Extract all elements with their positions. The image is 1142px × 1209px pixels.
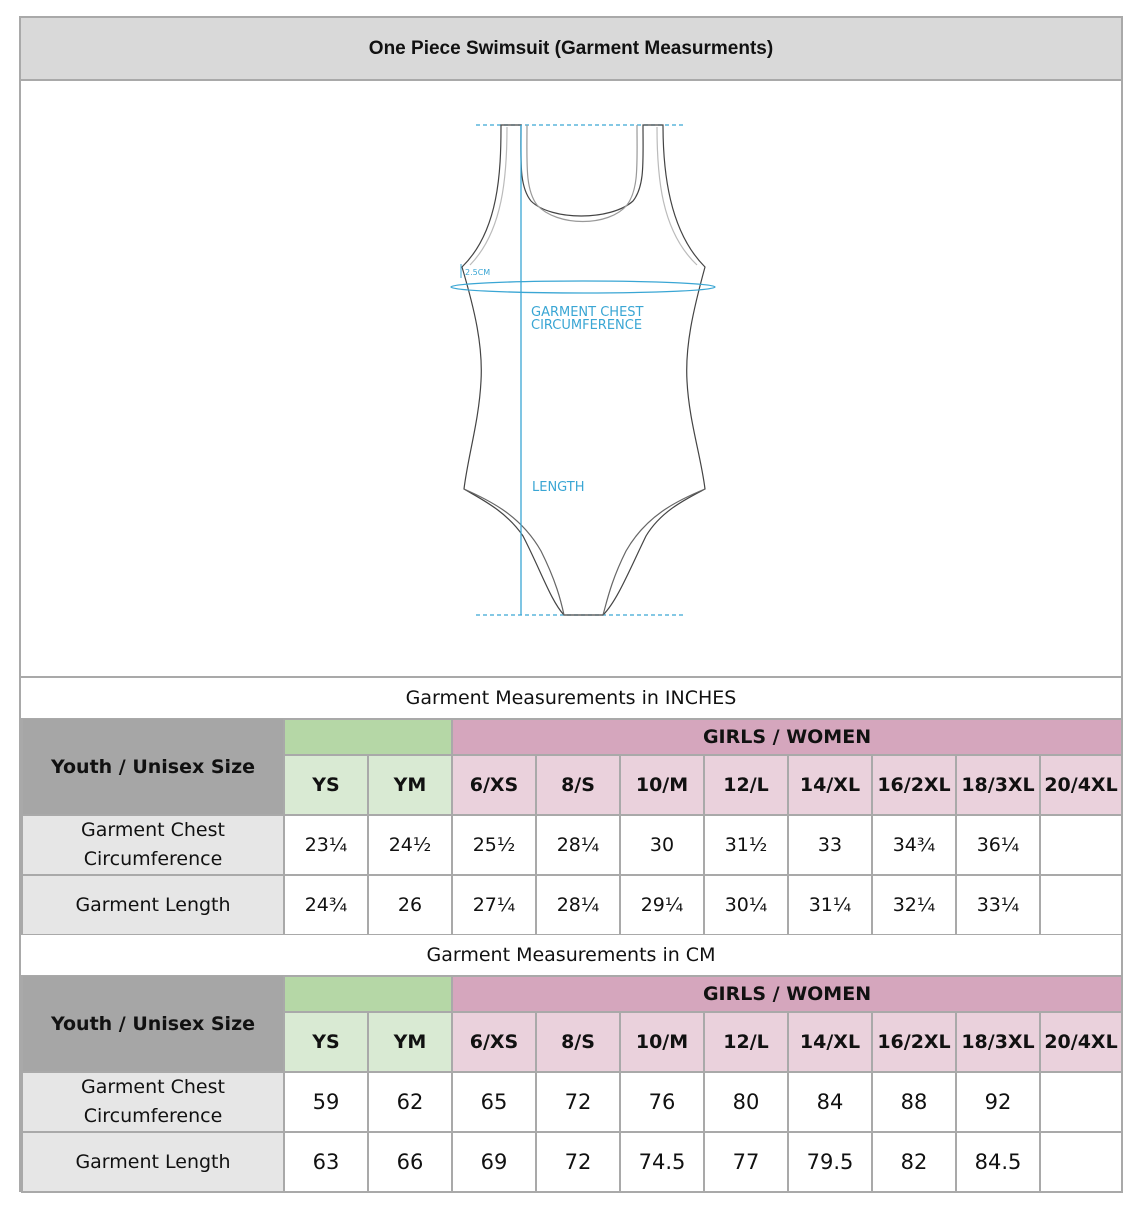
size-col-header: 16/2XL <box>872 1012 956 1072</box>
size-col-header: 8/S <box>536 1012 620 1072</box>
table-cell <box>1040 1132 1122 1192</box>
row-label-line: Garment Length <box>75 1150 231 1173</box>
table-cell <box>1040 1072 1122 1132</box>
table-cell: 76 <box>620 1072 704 1132</box>
chest-label-line1: GARMENT CHEST <box>531 305 644 320</box>
table-cell: 28¼ <box>536 875 620 935</box>
swimsuit-illustration <box>21 81 1121 676</box>
table-cell: 74.5 <box>620 1132 704 1192</box>
table-cell: 23¼ <box>284 815 368 875</box>
table-cell: 62 <box>368 1072 452 1132</box>
table-row <box>22 815 1122 875</box>
table-cell: 59 <box>284 1072 368 1132</box>
size-col-header: 12/L <box>704 755 788 815</box>
inches-table <box>21 718 1123 936</box>
table-cell: 31¼ <box>788 875 872 935</box>
table-cell: 79.5 <box>788 1132 872 1192</box>
swimsuit-diagram <box>21 81 1121 678</box>
table-cell: 32¼ <box>872 875 956 935</box>
table-cell: 72 <box>536 1072 620 1132</box>
table-cell: 29¼ <box>620 875 704 935</box>
size-col-header: 10/M <box>620 755 704 815</box>
row-label-line: Circumference <box>83 1105 223 1127</box>
swimsuit-outline <box>462 125 705 615</box>
size-col-header: 20/4XL <box>1040 1012 1122 1072</box>
table-cell: 24½ <box>368 815 452 875</box>
chest-ellipse <box>451 281 715 293</box>
table-cell: 77 <box>704 1132 788 1192</box>
chest-label-line2: CIRCUMFERENCE <box>531 318 643 333</box>
row-label-line: Garment Chest <box>81 1076 225 1098</box>
table-cell: 26 <box>368 875 452 935</box>
size-col-header: 16/2XL <box>872 755 956 815</box>
size-col-header: YS <box>284 755 368 815</box>
table-cell: 63 <box>284 1132 368 1192</box>
table-cell: 72 <box>536 1132 620 1192</box>
table-cell: 31½ <box>704 815 788 875</box>
row-label-line: Garment Chest <box>81 819 225 841</box>
size-col-header: 18/3XL <box>956 1012 1040 1072</box>
table-cell: 28¼ <box>536 815 620 875</box>
table-cell: 30 <box>620 815 704 875</box>
size-col-header: 14/XL <box>788 755 872 815</box>
size-chart <box>19 16 1123 1192</box>
table-cell: 66 <box>368 1132 452 1192</box>
size-col-header: 8/S <box>536 755 620 815</box>
table-cell: 84 <box>788 1072 872 1132</box>
youth-group-header <box>284 719 452 755</box>
row-label <box>22 1132 284 1192</box>
row-label <box>22 815 284 875</box>
table-cell: 65 <box>452 1072 536 1132</box>
table-row <box>22 1132 1122 1192</box>
cm-table <box>21 975 1123 1193</box>
cm-section-title: Garment Measurements in CM <box>21 935 1121 977</box>
table-row <box>22 1072 1122 1132</box>
table-cell: 36¼ <box>956 815 1040 875</box>
table-cell <box>1040 875 1122 935</box>
table-cell: 33 <box>788 815 872 875</box>
row-label-line: Garment Length <box>75 893 231 916</box>
girls-women-header: GIRLS / WOMEN <box>452 719 1122 755</box>
table-cell: 24¾ <box>284 875 368 935</box>
table-cell: 92 <box>956 1072 1040 1132</box>
size-col-header: YM <box>368 1012 452 1072</box>
table-cell: 30¼ <box>704 875 788 935</box>
chart-title: One Piece Swimsuit (Garment Measurments) <box>21 18 1121 81</box>
table-cell: 25½ <box>452 815 536 875</box>
table-cell: 84.5 <box>956 1132 1040 1192</box>
table-cell: 33¼ <box>956 875 1040 935</box>
size-col-header: 18/3XL <box>956 755 1040 815</box>
inches-section-title: Garment Measurements in INCHES <box>21 678 1121 720</box>
offset-label: 2.5CM <box>465 268 491 277</box>
size-col-header: 6/XS <box>452 755 536 815</box>
size-header: Youth / Unisex Size <box>22 719 284 815</box>
row-label <box>22 1072 284 1132</box>
size-col-header: 6/XS <box>452 1012 536 1072</box>
length-label: LENGTH <box>532 480 585 495</box>
table-cell: 82 <box>872 1132 956 1192</box>
table-cell: 88 <box>872 1072 956 1132</box>
table-cell: 80 <box>704 1072 788 1132</box>
size-header: Youth / Unisex Size <box>22 976 284 1072</box>
table-cell: 27¼ <box>452 875 536 935</box>
table-cell <box>1040 815 1122 875</box>
table-cell: 69 <box>452 1132 536 1192</box>
size-col-header: YS <box>284 1012 368 1072</box>
row-label <box>22 875 284 935</box>
size-col-header: 20/4XL <box>1040 755 1122 815</box>
size-col-header: 12/L <box>704 1012 788 1072</box>
girls-women-header: GIRLS / WOMEN <box>452 976 1122 1012</box>
youth-group-header <box>284 976 452 1012</box>
row-label-line: Circumference <box>83 848 223 870</box>
size-col-header: 14/XL <box>788 1012 872 1072</box>
table-cell: 34¾ <box>872 815 956 875</box>
size-col-header: 10/M <box>620 1012 704 1072</box>
table-row <box>22 875 1122 935</box>
size-col-header: YM <box>368 755 452 815</box>
